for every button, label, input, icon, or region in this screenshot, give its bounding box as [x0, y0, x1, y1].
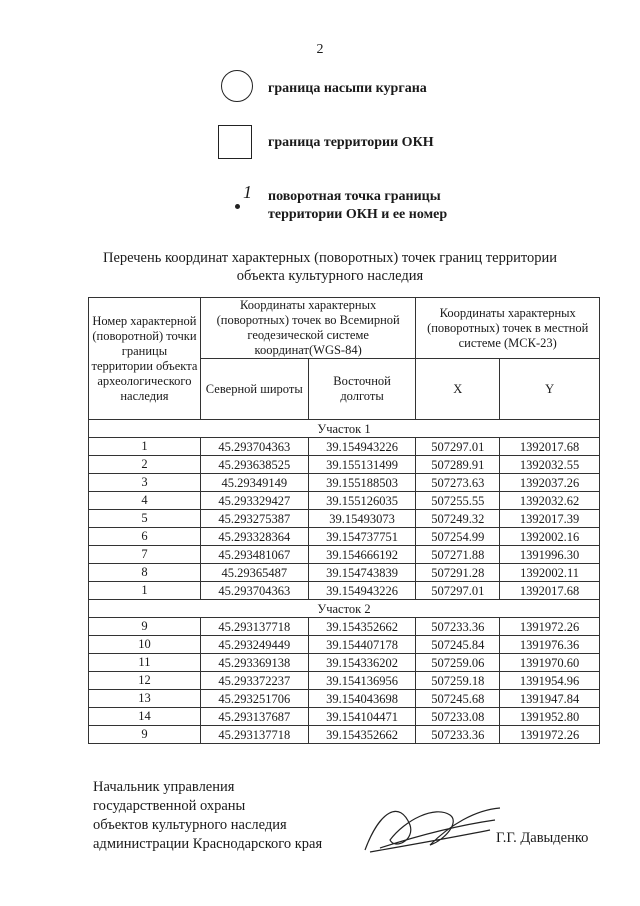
cell-latitude: 45.293481067	[200, 546, 308, 564]
cell-latitude: 45.293251706	[200, 690, 308, 708]
cell-latitude: 45.293704363	[200, 582, 308, 600]
cell-latitude: 45.293137687	[200, 708, 308, 726]
cell-longitude: 39.154943226	[308, 438, 416, 456]
cell-x: 507297.01	[416, 582, 500, 600]
table-row	[89, 564, 600, 582]
cell-y: 1392002.16	[500, 528, 600, 546]
header-x: X	[416, 359, 500, 420]
cell-longitude: 39.154943226	[308, 582, 416, 600]
cell-latitude: 45.293369138	[200, 654, 308, 672]
table-row	[89, 582, 600, 600]
cell-y: 1392017.68	[500, 582, 600, 600]
cell-x: 507291.28	[416, 564, 500, 582]
point-number-label: 1	[243, 182, 252, 202]
coordinates-table	[88, 297, 600, 744]
cell-longitude: 39.155126035	[308, 492, 416, 510]
cell-y: 1391952.80	[500, 708, 600, 726]
cell-point-number: 9	[89, 726, 201, 744]
header-msk23: Координаты характерных (поворотных) точек в местной системе (МСК-23)	[416, 298, 600, 359]
legend-territory-label: граница территории ОКН	[268, 135, 434, 150]
cell-longitude: 39.15493073	[308, 510, 416, 528]
cell-x: 507233.36	[416, 618, 500, 636]
table-row	[89, 546, 600, 564]
document-heading	[60, 249, 600, 285]
cell-y: 1392037.26	[500, 474, 600, 492]
cell-x: 507233.36	[416, 726, 500, 744]
section-label-2: Участок 2	[89, 600, 600, 618]
cell-y: 1391947.84	[500, 690, 600, 708]
page-number: 2	[316, 42, 324, 57]
table-row	[89, 690, 600, 708]
table-row	[89, 654, 600, 672]
cell-y: 1391996.30	[500, 546, 600, 564]
cell-y: 1391976.36	[500, 636, 600, 654]
table-row	[89, 474, 600, 492]
cell-x: 507289.91	[416, 456, 500, 474]
cell-y: 1392017.39	[500, 510, 600, 528]
table-row	[89, 528, 600, 546]
table-row	[89, 636, 600, 654]
cell-x: 507255.55	[416, 492, 500, 510]
cell-latitude: 45.293328364	[200, 528, 308, 546]
legend-point-marker-icon	[233, 184, 257, 214]
cell-latitude: 45.293638525	[200, 456, 308, 474]
header-point-number: Номер характерной (поворотной) точки границы территории объекта археологического наследия	[89, 298, 201, 420]
cell-y: 1391972.26	[500, 618, 600, 636]
cell-point-number: 3	[89, 474, 201, 492]
cell-point-number: 1	[89, 582, 201, 600]
table-row	[89, 510, 600, 528]
cell-point-number: 6	[89, 528, 201, 546]
header-y: Y	[500, 359, 600, 420]
cell-longitude: 39.154136956	[308, 672, 416, 690]
header-latitude: Северной широты	[200, 359, 308, 420]
cell-x: 507245.84	[416, 636, 500, 654]
legend-territory-square-icon	[218, 125, 252, 159]
cell-longitude: 39.154352662	[308, 726, 416, 744]
heading-line1: Перечень координат характерных (поворотных) точек границ территории	[102, 250, 558, 266]
footer-signatory	[93, 778, 322, 854]
cell-x: 507249.32	[416, 510, 500, 528]
cell-longitude: 39.154336202	[308, 654, 416, 672]
cell-latitude: 45.293275387	[200, 510, 308, 528]
legend-mound-label: граница насыпи кургана	[268, 81, 427, 96]
cell-x: 507297.01	[416, 438, 500, 456]
legend-mound-circle-icon	[221, 70, 253, 102]
table-row	[89, 456, 600, 474]
cell-longitude: 39.154407178	[308, 636, 416, 654]
table-row	[89, 708, 600, 726]
cell-point-number: 2	[89, 456, 201, 474]
cell-point-number: 8	[89, 564, 201, 582]
cell-longitude: 39.154352662	[308, 618, 416, 636]
legend-point-line1: поворотная точка границы	[268, 189, 441, 204]
table-row	[89, 618, 600, 636]
cell-point-number: 11	[89, 654, 201, 672]
footer-line3: объектов культурного наследия	[93, 817, 287, 833]
cell-y: 1391972.26	[500, 726, 600, 744]
legend-point-line2: территории ОКН и ее номер	[268, 207, 448, 222]
cell-longitude: 39.154104471	[308, 708, 416, 726]
cell-latitude: 45.293329427	[200, 492, 308, 510]
point-dot-icon	[235, 204, 240, 209]
table-row	[89, 492, 600, 510]
cell-point-number: 10	[89, 636, 201, 654]
cell-longitude: 39.155131499	[308, 456, 416, 474]
table-row	[89, 438, 600, 456]
cell-point-number: 1	[89, 438, 201, 456]
cell-point-number: 13	[89, 690, 201, 708]
cell-longitude: 39.154666192	[308, 546, 416, 564]
footer-line4: администрации Краснодарского края	[93, 836, 323, 852]
cell-point-number: 5	[89, 510, 201, 528]
heading-line2: объекта культурного наследия	[236, 268, 424, 284]
cell-y: 1391954.96	[500, 672, 600, 690]
cell-x: 507271.88	[416, 546, 500, 564]
cell-y: 1392002.11	[500, 564, 600, 582]
table-row	[89, 672, 600, 690]
cell-latitude: 45.293249449	[200, 636, 308, 654]
cell-latitude: 45.29365487	[200, 564, 308, 582]
cell-point-number: 7	[89, 546, 201, 564]
cell-latitude: 45.293137718	[200, 726, 308, 744]
section-label-1: Участок 1	[89, 420, 600, 438]
cell-y: 1392032.62	[500, 492, 600, 510]
cell-latitude: 45.293704363	[200, 438, 308, 456]
cell-point-number: 12	[89, 672, 201, 690]
cell-point-number: 14	[89, 708, 201, 726]
cell-x: 507259.06	[416, 654, 500, 672]
cell-x: 507273.63	[416, 474, 500, 492]
cell-y: 1391970.60	[500, 654, 600, 672]
header-wgs84: Координаты характерных (поворотных) точек во Всемирной геодезической системе координат(WGS-84)	[200, 298, 416, 359]
footer-signatory-name: Г.Г. Давыденко	[496, 830, 589, 846]
header-longitude: Восточной долготы	[308, 359, 416, 420]
cell-x: 507245.68	[416, 690, 500, 708]
cell-point-number: 4	[89, 492, 201, 510]
cell-longitude: 39.155188503	[308, 474, 416, 492]
cell-longitude: 39.154743839	[308, 564, 416, 582]
cell-x: 507254.99	[416, 528, 500, 546]
table-row	[89, 726, 600, 744]
cell-y: 1392017.68	[500, 438, 600, 456]
cell-x: 507259.18	[416, 672, 500, 690]
cell-latitude: 45.293372237	[200, 672, 308, 690]
cell-point-number: 9	[89, 618, 201, 636]
cell-latitude: 45.293137718	[200, 618, 308, 636]
cell-latitude: 45.29349149	[200, 474, 308, 492]
footer-line1: Начальник управления	[93, 779, 235, 795]
footer-line2: государственной охраны	[93, 798, 246, 814]
legend-point-label	[268, 188, 447, 224]
handwritten-signature	[350, 790, 510, 860]
cell-longitude: 39.154043698	[308, 690, 416, 708]
cell-longitude: 39.154737751	[308, 528, 416, 546]
cell-y: 1392032.55	[500, 456, 600, 474]
cell-x: 507233.08	[416, 708, 500, 726]
